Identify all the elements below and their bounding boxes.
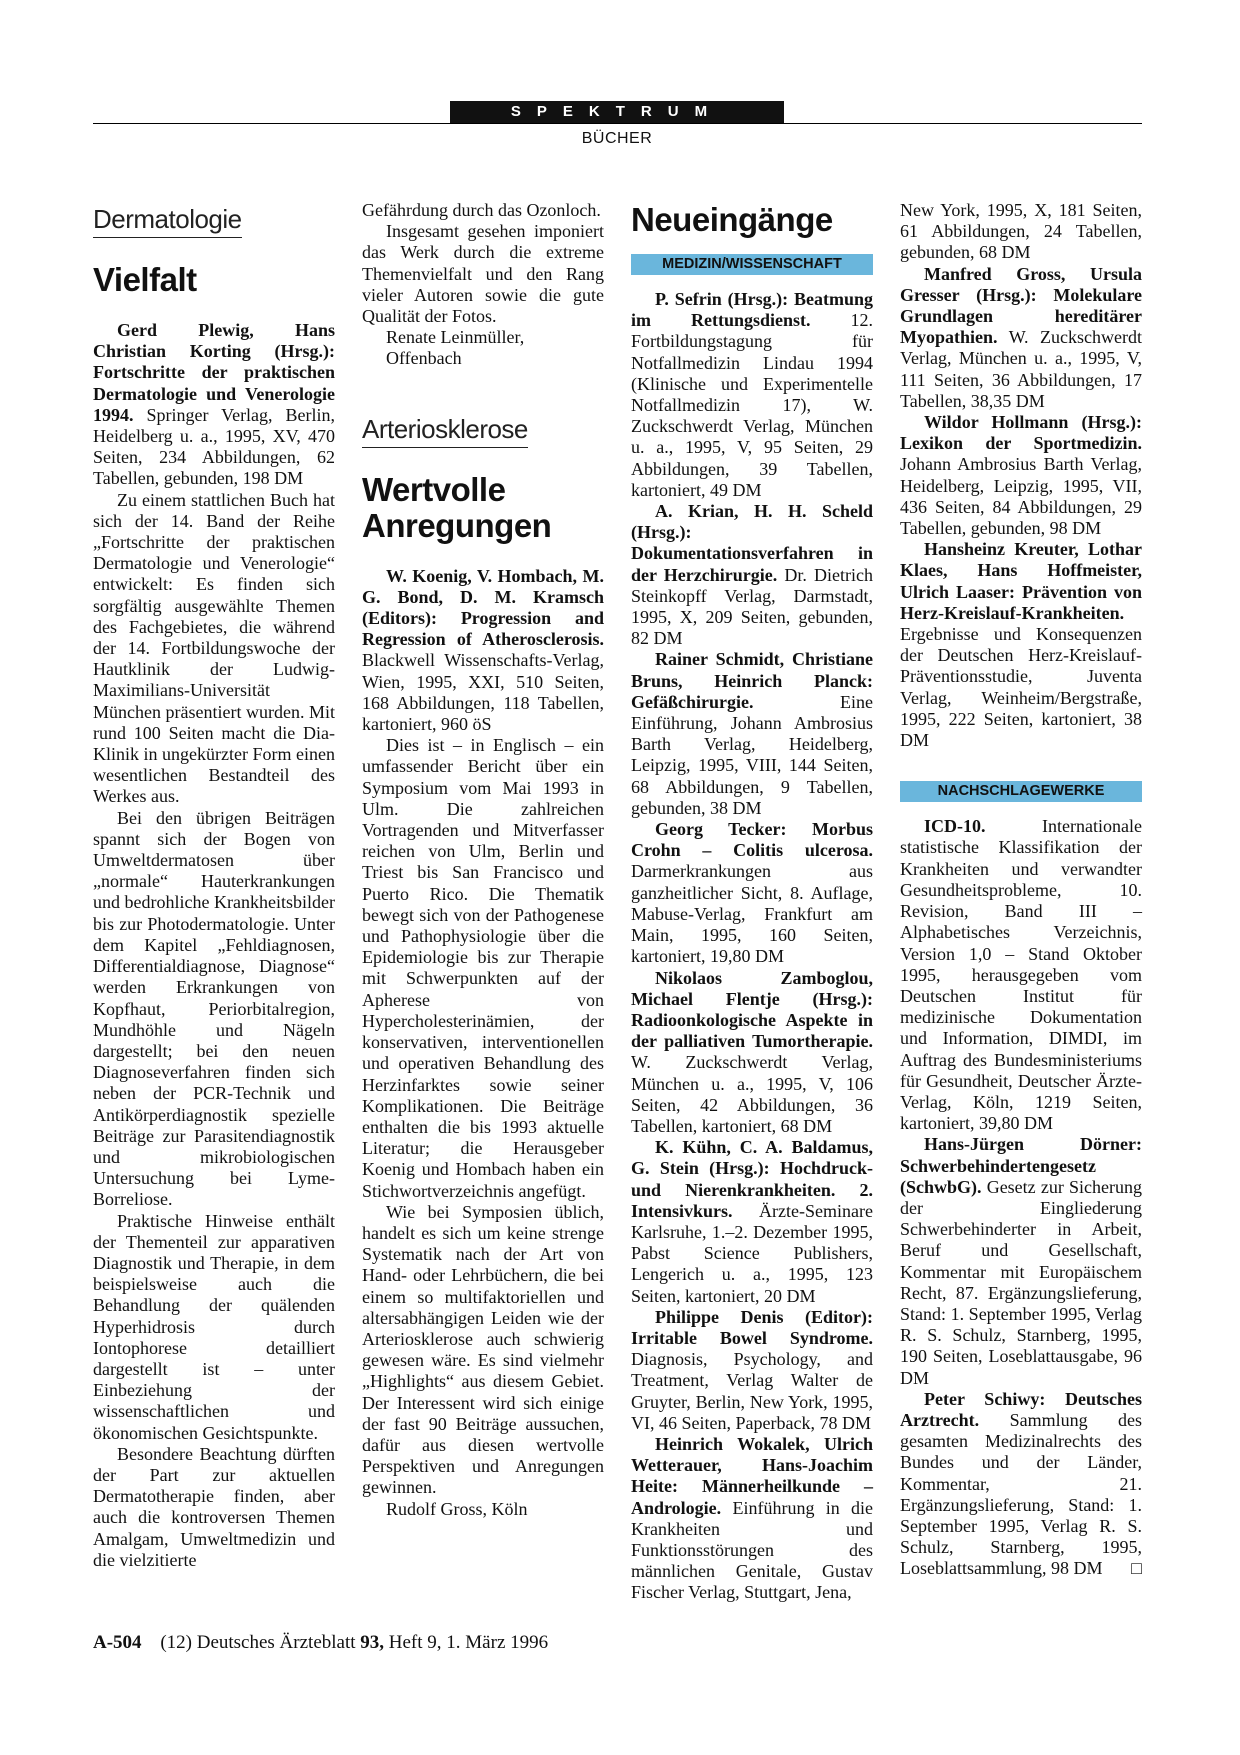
- subsection-label: BÜCHER: [581, 130, 653, 147]
- book-entry: [900, 412, 1142, 539]
- entry-rest: Ergebnisse und Konsequenzen der Deutschen Herz-Kreislauf-Präventionsstudie, Juventa Verlag, Weinheim/Bergstraße, 1995, 222 Seiten, kartoniert, 38 DM: [900, 624, 1142, 751]
- book-entry: [631, 1137, 873, 1307]
- book-entry: [631, 968, 873, 1138]
- article2-paragraph: Wie bei Symposien üblich, handelt es sich um keine strenge Systematik nach der Art von Hand- oder Lehrbüchern, die bei einem so multifaktoriellen und altersabhängigen Leiden wie der Arteriosklerose auch schwierig gewesen wäre. Es sind vielmehr „Highlights“ aus diesem Gebiet. Der Interessent wird sich einige der fast 90 Beiträge aussuchen, dafür aus diesen wertvolle Perspektiven und Anregungen gewinnen.: [362, 1201, 604, 1498]
- article1-continuation: Gefährdung durch das Ozonloch.: [362, 200, 601, 220]
- article1-reference: [93, 320, 335, 490]
- section-banner: SPEKTRUM: [450, 101, 784, 123]
- end-mark: □: [1131, 1558, 1142, 1579]
- entry-rest: Internationale statistische Klassifikation der Krankheiten und verwandter Gesundheitsprobleme, 10. Revision, Band III – Alphabetisches Verzeichnis, Version 1,0 – Stand Oktober 1995, herausgegeben vom Deutschen Institut für medizinische Dokumentation und Information, DIMDI, im Auftrag des Bundesministeriums für Gesundheit, Deutscher Ärzte-Verlag, Köln, 1219 Seiten, kartoniert, 39,80 DM: [900, 816, 1142, 1134]
- article2-ref-rest: Blackwell Wissenschafts-Verlag, Wien, 1995, XXI, 510 Seiten, 168 Abbildungen, 118 Tabellen, kartoniert, 960 öS: [362, 650, 604, 735]
- issue-prefix: (12) Deutsches Ärzteblatt: [160, 1632, 361, 1653]
- column-2: [362, 200, 604, 1520]
- entry-bold: Rainer Schmidt, Christiane Bruns, Heinrich Planck: Gefäßchirurgie.: [631, 649, 873, 712]
- entry-bold: Hans-Jürgen Dörner: Schwerbehindertengesetz (SchwbG).: [900, 1134, 1142, 1197]
- entry-bold: Georg Tecker: Morbus Crohn – Colitis ulcerosa.: [631, 819, 873, 861]
- book-entry: [631, 501, 873, 649]
- column-1: [93, 200, 335, 1571]
- entry-rest: Eine Einführung, Johann Ambrosius Barth Verlag, Heidelberg, Leipzig, 1995, VIII, 144 Seiten, 68 Abbildungen, 9 Tabellen, gebunden, 38 DM: [631, 691, 873, 818]
- entry-bold: Wildor Hollmann (Hrsg.): Lexikon der Sportmedizin.: [900, 412, 1142, 454]
- article2-headline-line2: Anregungen: [362, 506, 552, 544]
- entry-bold: ICD-10.: [924, 816, 986, 837]
- entry-rest: 12. Fortbildungstagung für Notfallmedizin Lindau 1994 (Klinische und Experimentelle Notfallmedizin 17), W. Zuckschwerdt Verlag, München u. a., 1995, V, 95 Seiten, 29 Abbildungen, 39 Tabellen, kartoniert, 49 DM: [631, 310, 874, 500]
- book-entry: [631, 289, 873, 501]
- entry-rest: Diagnosis, Psychology, and Treatment, Verlag Walter de Gruyter, Berlin, New York, 1995, VI, 46 Seiten, Paperback, 78 DM: [631, 1349, 873, 1433]
- entry-rest: Sammlung des gesamten Medizinalrechts des Bundes und der Länder, Kommentar, 21. Ergänzungslieferung, Stand: 1. September 1995, Verlag R. S. Schulz, Starnberg, 1995, Loseblattsammlung, 98 DM: [900, 1409, 1142, 1579]
- page-number: A-504: [93, 1632, 142, 1653]
- article1-author-name: Renate Leinmüller,: [386, 327, 525, 348]
- entry-bold: A. Krian, H. H. Scheld (Hrsg.): Dokumentationsverfahren in der Herzchirurgie.: [631, 501, 873, 585]
- page-footer: [93, 1632, 548, 1654]
- entry-rest: Dr. Dietrich Steinkopff Verlag, Darmstadt, 1995, X, 209 Seiten, gebunden, 82 DM: [631, 564, 873, 649]
- header-rule: [93, 123, 1142, 124]
- article1-ref-bold: Gerd Plewig, Hans Christian Korting (Hrsg.): Fortschritte der praktischen Dermatologie und Venerologie 1994.: [93, 320, 335, 425]
- column-4: [900, 200, 1142, 1580]
- article1-author-city: Offenbach: [386, 348, 462, 369]
- volume-number: 93,: [360, 1632, 385, 1653]
- book-entry: [900, 539, 1142, 751]
- article2-kicker: Arteriosklerose: [362, 414, 528, 448]
- book-entry: [900, 1389, 1142, 1580]
- neueingaenge-headline: Neueingänge: [631, 201, 833, 238]
- issue-suffix: Heft 9, 1. März 1996: [384, 1632, 549, 1653]
- entry-rest: Gesetz zur Sicherung der Eingliederung Schwerbehinderter in Arbeit, Beruf und Gesellschaft, Kommentar mit Europäischem Recht, 87. Ergänzungslieferung, Stand: 1. September 1995, Verlag R. S. Schulz, Starnberg, 1995, 190 Seiten, Loseblattausgabe, 96 DM: [900, 1176, 1142, 1388]
- entry-rest: Einführung in die Krankheiten und Funktionsstörungen des männlichen Genitale, Gustav Fischer Verlag, Stuttgart, Jena,: [631, 1497, 873, 1603]
- article1-ref-rest: Springer Verlag, Berlin, Heidelberg u. a., 1995, XV, 470 Seiten, 234 Abbildungen, 62 Tabellen, gebunden, 198 DM: [93, 404, 335, 489]
- entry-bold: Philippe Denis (Editor): Irritable Bowel Syndrome.: [631, 1306, 873, 1348]
- article1-paragraph: Zu einem stattlichen Buch hat sich der 14. Band der Reihe „Fortschritte der praktischen Dermatologie und Venerologie“ entwickelt: Es finden sich sorgfältig ausgewählte Themen des Fachgebietes, die während der 14. Fortbildungswoche der Hautklinik der Ludwig-Maximilians-Universität München präsentiert wurden. Mit rund 100 Seiten macht die Dia-Klinik in ungekürzter Form einen wesentlichen Bestandteil des Werkes aus.: [93, 489, 335, 807]
- article1-headline: Vielfalt: [93, 261, 197, 298]
- article1-closing: Insgesamt gesehen imponiert das Werk durch die extreme Themenvielfalt und den Rang vieler Autoren sowie die gute Qualität der Fotos.: [362, 221, 604, 327]
- book-entry: [631, 1307, 873, 1434]
- article2-headline: [362, 472, 604, 544]
- book-entry: [631, 649, 873, 819]
- book-entry-continuation: New York, 1995, X, 181 Seiten, 61 Abbildungen, 24 Tabellen, gebunden, 68 DM: [900, 200, 1142, 263]
- article2-paragraph: Dies ist – in Englisch – ein umfassender Bericht über ein Symposium vom Mai 1993 in Ulm. Die zahlreichen Vortragenden und Mitverfasser reichen von Ulm, Berlin und Triest bis San Francisco und Puerto Rico. Die Thematik bewegt sich von der Pathogenese und Pathophysiologie über die Epidemiologie bis zur Therapie mit Schwerpunkten auf der Apherese von Hypercholesterinämien, der konservativen, interventionellen und operativen Behandlung des Herzinfarktes sowie seiner Komplikationen. Die Beiträge enthalten die bis 1993 aktuelle Literatur; die Herausgeber Koenig und Hombach haben ein Stichwortverzeichnis angefügt.: [362, 735, 604, 1201]
- article2-ref-bold: W. Koenig, V. Hombach, M. G. Bond, D. M. Kramsch (Editors): Progression and Regression of Atherosclerosis.: [362, 565, 604, 650]
- entry-bold: Hansheinz Kreuter, Lothar Klaes, Hans Hoffmeister, Ulrich Laaser: Prävention von Herz-Kreislauf-Krankheiten.: [900, 539, 1142, 623]
- entry-bold: Peter Schiwy: Deutsches Arztrecht.: [900, 1388, 1142, 1430]
- entry-rest: Darmerkrankungen aus ganzheitlicher Sicht, 8. Auflage, Mabuse-Verlag, Frankfurt am Main, 1995, 160 Seiten, kartoniert, 19,80 DM: [631, 861, 873, 967]
- article2-author: Rudolf Gross, Köln: [386, 1498, 528, 1519]
- article2-reference: [362, 566, 604, 736]
- column-3: [631, 200, 873, 1604]
- section-label-nachschlagewerke: NACHSCHLAGEWERKE: [900, 781, 1142, 802]
- entry-bold: K. Kühn, C. A. Baldamus, G. Stein (Hrsg.): Hochdruck- und Nierenkrankheiten. 2. Intensivkurs.: [631, 1137, 873, 1221]
- article1-paragraph: Bei den übrigen Beiträgen spannt sich der Bogen von Umweltdermatosen über „normale“ Hauterkrankungen und bedrohliche Krankheitsbilder bis zur Photodermatologie. Unter dem Kapitel „Fehldiagnosen, Differentialdiagnose, Diagnose“ werden Erkrankungen von Kopfhaut, Periorbitalregion, Mundhöhle und Nägeln dargestellt; bei den neuen Diagnoseverfahren finden sich neben der PCR-Technik und Antikörperdiagnostik spezielle Beiträge zur Parasitendiagnostik und mikrobiologischen Untersuchung bei Lyme-Borreliose.: [93, 807, 335, 1210]
- entry-bold: P. Sefrin (Hrsg.): Beatmung im Rettungsdienst.: [631, 289, 873, 331]
- book-entry: [631, 819, 873, 967]
- article2-headline-line1: Wertvolle: [362, 470, 506, 508]
- entry-bold: Nikolaos Zamboglou, Michael Flentje (Hrsg.): Radioonkologische Aspekte in der palliativen Tumortherapie.: [631, 967, 873, 1052]
- entry-rest: Ärzte-Seminare Karlsruhe, 1.–2. Dezember 1995, Pabst Science Publishers, Lengerich u. a., 1995, 123 Seiten, kartoniert, 20 DM: [631, 1200, 873, 1306]
- article1-paragraph: Besondere Beachtung dürften der Part zur aktuellen Dermatotherapie finden, aber auch die kontroversen Themen Amalgam, Umweltmedizin und die vielzitierte: [93, 1443, 335, 1570]
- book-entry: [900, 264, 1142, 412]
- entry-bold: Heinrich Wokalek, Ulrich Wetterauer, Hans-Joachim Heite: Männerheilkunde – Andrologie.: [631, 1433, 873, 1518]
- entry-rest: W. Zuckschwerdt Verlag, München u. a., 1995, V, 111 Seiten, 36 Abbildungen, 17 Tabellen, 38,35 DM: [900, 327, 1142, 411]
- article1-kicker: Dermatologie: [93, 204, 242, 238]
- section-label-medizin: MEDIZIN/WISSENSCHAFT: [631, 254, 873, 275]
- book-entry: [900, 1134, 1142, 1388]
- entry-rest: Johann Ambrosius Barth Verlag, Heidelberg, Leipzig, 1995, VII, 436 Seiten, 84 Abbildungen, 29 Tabellen, gebunden, 98 DM: [900, 454, 1142, 539]
- article1-paragraph: Praktische Hinweise enthält der Thementeil zur apparativen Diagnostik und Therapie, in dem beispielsweise auch die Behandlung der quälenden Hyperhidrosis durch Iontophorese detailliert dargestellt ist – unter Einbeziehung der wissenschaftlichen und ökonomischen Gesichtspunkte.: [93, 1210, 335, 1443]
- book-entry: [900, 816, 1142, 1134]
- entry-rest: W. Zuckschwerdt Verlag, München u. a., 1995, V, 106 Seiten, 42 Abbildungen, 36 Tabellen, kartoniert, 68 DM: [631, 1052, 873, 1136]
- entry-bold: Manfred Gross, Ursula Gresser (Hrsg.): Molekulare Grundlagen hereditärer Myopathien.: [900, 263, 1142, 348]
- book-entry: [631, 1434, 873, 1604]
